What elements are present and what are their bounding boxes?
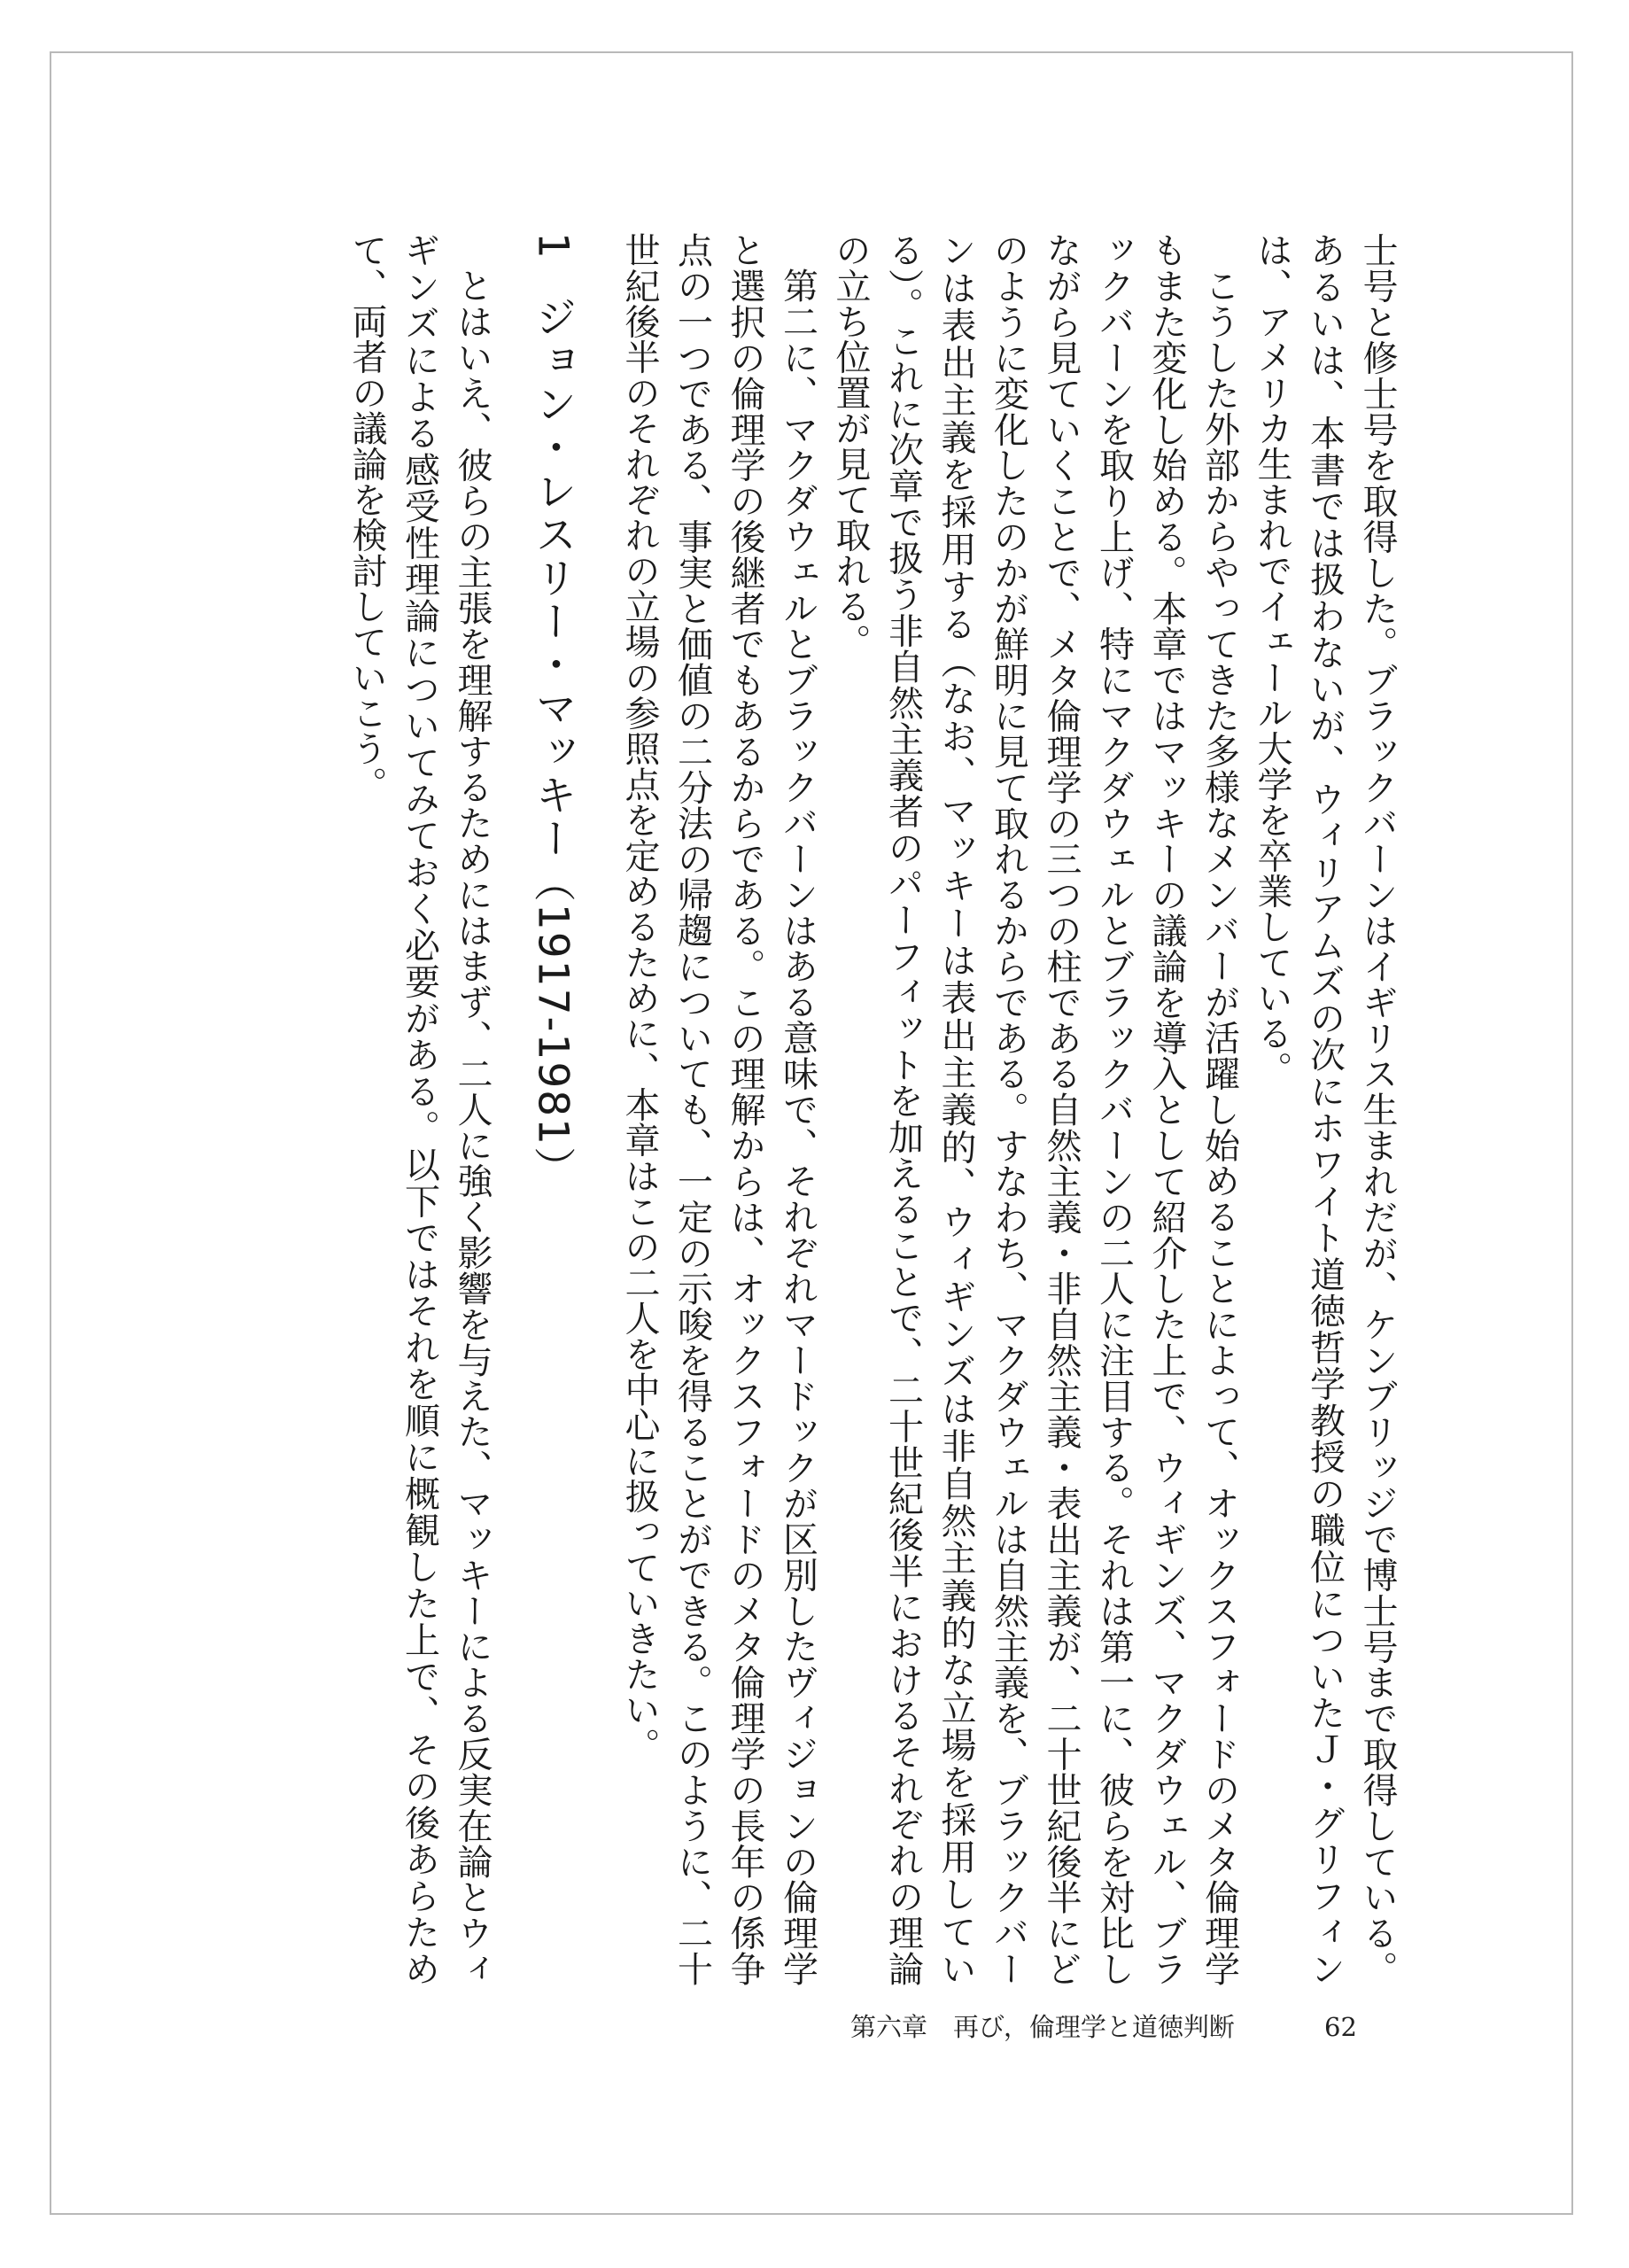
chapter-title: 第六章 再び，倫理学と道徳判断 xyxy=(850,2012,1235,2042)
running-footer xyxy=(850,2009,1357,2045)
paragraph-1: 士号と修士号を取得した。ブラックバーンはイギリス生まれだが、ケンブリッジで博士号まで取得している。あるいは、本書では扱わないが、ウィリアムズの次にホワイト道徳哲学教授の職位についたＪ・グリフィンは、アメリカ生まれでイェール大学を卒業している。 xyxy=(1252,232,1398,1986)
section-heading xyxy=(498,232,613,1986)
paragraph-3: 第二に、マクダウェルとブラックバーンはある意味で、それぞれマードックが区別したヴィジョンの倫理学と選択の倫理学の後継者でもあるからである。この理解からは、オックスフォードのメタ倫理学の長年の係争点の一つである、事実と価値の二分法の帰趨についても、一定の示唆を得ることができる。このように、二十世紀後半のそれぞれの立場の参照点を定めるために、本章はこの二人を中心に扱っていきたい。 xyxy=(619,232,818,1986)
section-number: 1 xyxy=(528,232,578,260)
heading-gap xyxy=(552,260,553,296)
paragraph-2: こうした外部からやってきた多様なメンバーが活躍し始めることによって、オックスフォードのメタ倫理学もまた変化し始める。本章ではマッキーの議論を導入として紹介した上で、ウィギンズ、マクダウェル、ブラックバーンを取り上げ、特にマクダウェルとブラックバーンの二人に注目する。それは第一に、彼らを対比しながら見ていくことで、メタ倫理学の三つの柱である自然主義・非自然主義・表出主義が、二十世紀後半にどのように変化したのかが鮮明に見て取れるからである。すなわち、マクダウェルは自然主義を、ブラックバーンは表出主義を採用する（なお、マッキーは表出主義的、ウィギンズは非自然主義的な立場を採用している）。これに次章で扱う非自然主義者のパーフィットを加えることで、二十世紀後半におけるそれぞれの理論の立ち位置が見て取れる。 xyxy=(830,232,1240,1986)
page-number: 62 xyxy=(1324,2012,1357,2042)
body-text xyxy=(234,232,1403,1986)
paragraph-4: とはいえ、彼らの主張を理解するためにはまず、二人に強く影響を与えた、マッキーによる反実在論とウィギンズによる感受性理論についてみておく必要がある。以下ではそれを順に概観した上で、その後あらためて、両者の議論を検討していこう。 xyxy=(346,232,493,1986)
section-title: ジョン・レスリー・マッキー xyxy=(528,295,578,860)
section-dates: （1917-1981） xyxy=(528,859,578,1191)
